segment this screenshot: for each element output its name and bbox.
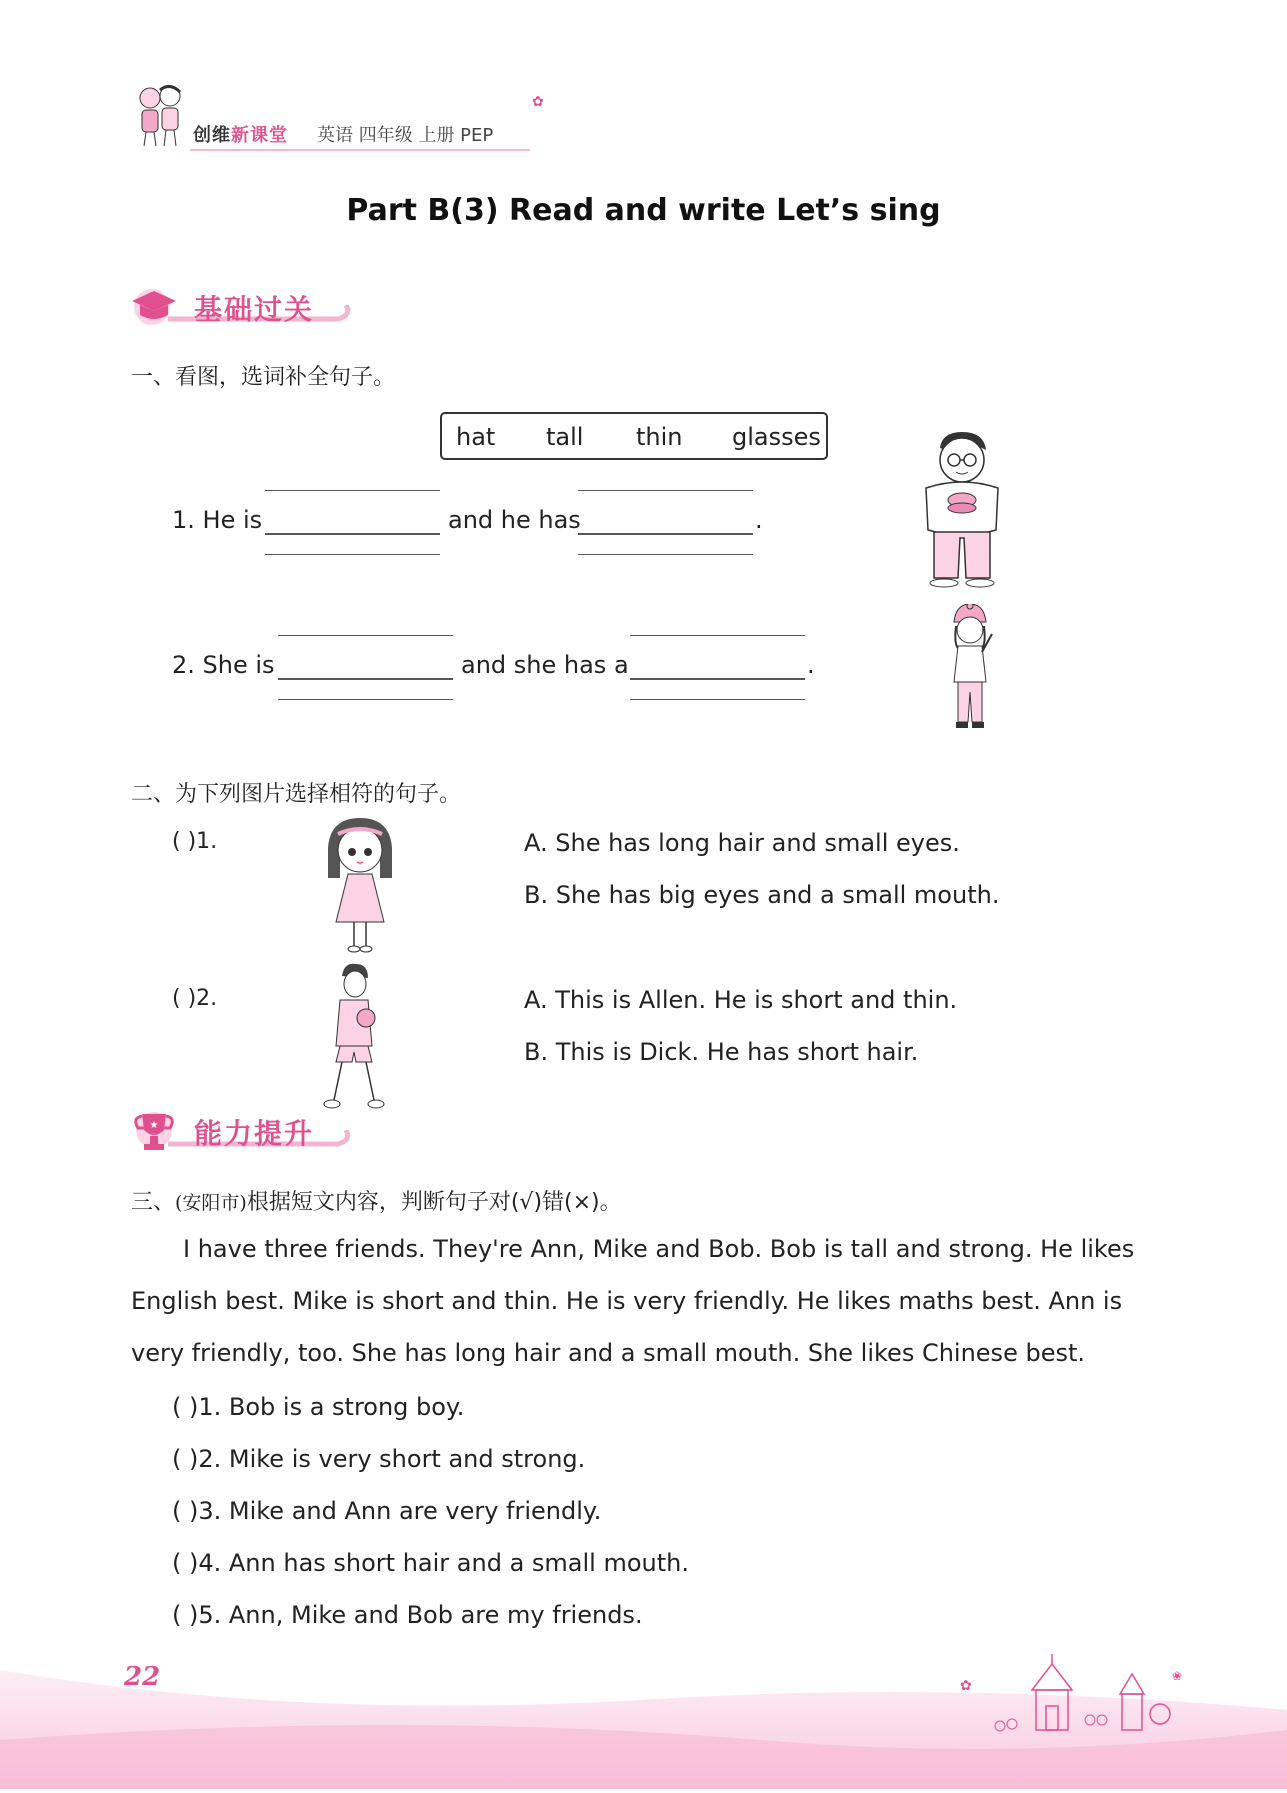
word-option: thin	[636, 423, 683, 451]
header-brand: 创维新课堂	[193, 125, 288, 146]
writing-line	[278, 699, 453, 700]
reading-passage	[131, 1223, 1141, 1379]
writing-line	[630, 635, 805, 636]
q1-heading: 一、看图，选词补全句子。	[131, 365, 396, 390]
q1-item-2-prefix: 2. She is	[172, 651, 275, 679]
q2-item-2-option-b: B. This is Dick. He has short hair.	[524, 1038, 919, 1066]
answer-parenthesis[interactable]: ( )2.	[172, 986, 218, 1011]
word-option: tall	[546, 423, 584, 451]
svg-text:✿: ✿	[960, 1678, 972, 1694]
writing-line	[265, 554, 440, 555]
word-option: hat	[456, 423, 496, 451]
svg-text:★: ★	[149, 1120, 159, 1131]
man-with-glasses-illustration	[912, 428, 1012, 590]
q1-item-1-prefix: 1. He is	[172, 506, 263, 534]
passage-line: English best. Mike is short and thin. He is very friendly. He likes maths best. Ann is	[131, 1287, 1123, 1315]
answer-blank[interactable]	[578, 533, 753, 535]
judge-item[interactable]: ( )1. Bob is a strong boy.	[172, 1393, 465, 1421]
judge-item[interactable]: ( )4. Ann has short hair and a small mouth.	[172, 1549, 689, 1577]
q2-item-1-option-b: B. She has big eyes and a small mouth.	[524, 881, 1000, 909]
page-title: Part B(3) Read and write Let’s sing	[346, 193, 941, 228]
answer-parenthesis[interactable]: ( )1.	[172, 829, 218, 854]
writing-line	[265, 490, 440, 491]
castle-decoration-icon	[960, 1650, 1190, 1740]
q1-item-1-end: .	[755, 506, 763, 534]
section-advanced-heading: 能力提升	[194, 1117, 315, 1150]
flower-icon: ✿	[532, 94, 544, 110]
girl-in-dress-illustration	[322, 818, 398, 954]
header-underline	[190, 149, 530, 151]
judge-item[interactable]: ( )3. Mike and Ann are very friendly.	[172, 1497, 602, 1525]
header-logo	[128, 80, 190, 150]
answer-blank[interactable]	[278, 678, 453, 680]
header-subtitle: 英语 四年级 上册 PEP	[317, 125, 494, 146]
page-number: 22	[124, 1662, 161, 1692]
passage-line: I have three friends. They're Ann, Mike and Bob. Bob is tall and strong. He likes	[183, 1235, 1135, 1263]
writing-line	[278, 635, 453, 636]
passage-line: very friendly, too. She has long hair and a small mouth. She likes Chinese best.	[131, 1339, 1085, 1367]
girl-with-hat-illustration	[940, 604, 1000, 732]
q1-item-1-middle: and he has	[448, 506, 581, 534]
writing-line	[578, 554, 753, 555]
q2-heading: 二、为下列图片选择相符的句子。	[131, 782, 462, 807]
word-box	[440, 412, 828, 460]
svg-text:❀: ❀	[1172, 1669, 1183, 1683]
q1-item-2-middle: and she has a	[461, 651, 629, 679]
section-basic-heading: 基础过关	[194, 293, 315, 326]
word-option: glasses	[732, 423, 821, 451]
writing-line	[578, 490, 753, 491]
writing-line	[630, 699, 805, 700]
judge-item[interactable]: ( )5. Ann, Mike and Bob are my friends.	[172, 1601, 643, 1629]
q1-item-2-end: .	[807, 651, 815, 679]
answer-blank[interactable]	[265, 533, 440, 535]
boy-with-ball-illustration	[322, 962, 388, 1110]
q3-heading: 三、(安阳市)根据短文内容，判断句子对(√)错(×)。	[131, 1190, 622, 1215]
q2-item-2-option-a: A. This is Allen. He is short and thin.	[524, 986, 958, 1014]
q2-item-1-option-a: A. She has long hair and small eyes.	[524, 829, 960, 857]
judge-item[interactable]: ( )2. Mike is very short and strong.	[172, 1445, 586, 1473]
answer-blank[interactable]	[630, 678, 805, 680]
